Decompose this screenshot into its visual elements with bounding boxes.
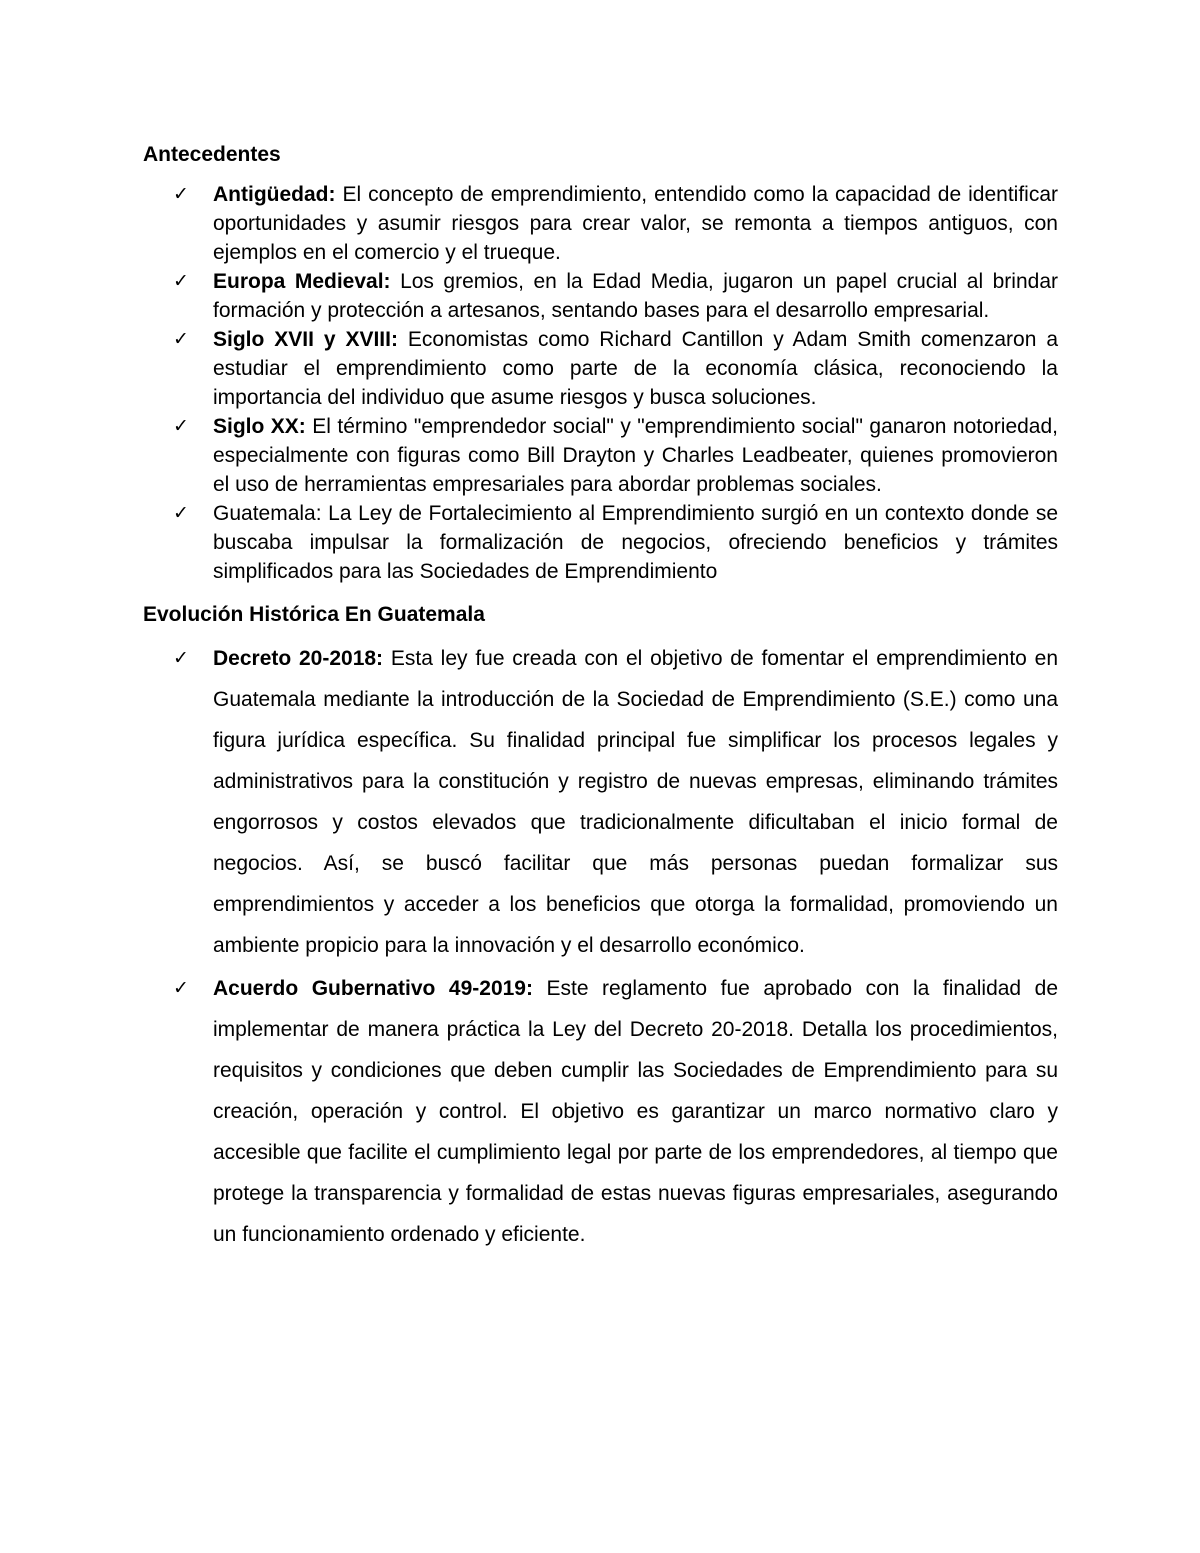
- item-term: Europa Medieval:: [213, 270, 391, 293]
- checkmark-icon: ✓: [173, 183, 189, 205]
- item-term: Acuerdo Gubernativo 49-2019:: [213, 977, 533, 1000]
- checkmark-icon: ✓: [173, 647, 189, 669]
- item-text: Los gremios, en la Edad Media, jugaron un papel crucial al brindar formación y protección a artesanos, sentando bases para el desarrollo empresarial.: [213, 270, 1058, 322]
- item-text: El concepto de emprendimiento, entendido como la capacidad de identificar oportunidades y asumir riesgos para crear valor, se remonta a tiempos antiguos, con ejemplos en el comercio y el trueque.: [213, 183, 1058, 264]
- heading-evolucion: Evolución Histórica En Guatemala: [143, 603, 485, 626]
- list-item: [143, 968, 1058, 1255]
- list-item: [143, 638, 1058, 966]
- item-text: El término "emprendedor social" y "emprendimiento social" ganaron notoriedad, especialmente con figuras como Bill Drayton y Charles Leadbeater, quienes promovieron el uso de herramientas empresariales para abordar problemas sociales.: [213, 415, 1058, 496]
- antecedentes-list: [143, 180, 1058, 586]
- item-term: Antigüedad:: [213, 183, 336, 206]
- list-item: [143, 499, 1058, 586]
- checkmark-icon: ✓: [173, 977, 189, 999]
- checkmark-icon: ✓: [173, 270, 189, 292]
- item-text: Guatemala: La Ley de Fortalecimiento al Emprendimiento surgió en un contexto donde se buscaba impulsar la formalización de negocios, ofreciendo beneficios y trámites simplificados para las Sociedades de Emprendimiento: [213, 502, 1058, 583]
- list-item: [143, 180, 1058, 267]
- document-body: [143, 140, 1058, 1257]
- checkmark-icon: ✓: [173, 328, 189, 350]
- checkmark-icon: ✓: [173, 502, 189, 524]
- item-text: Esta ley fue creada con el objetivo de fomentar el emprendimiento en Guatemala mediante la introducción de la Sociedad de Emprendimiento (S.E.) como una figura jurídica específica. Su finalidad principal fue simplificar los procesos legales y administrativos para la constitución y registro de nuevas empresas, eliminando trámites engorrosos y costos elevados que tradicionalmente dificultaban el inicio formal de negocios. Así, se buscó facilitar que más personas puedan formalizar sus emprendimientos y acceder a los beneficios que otorga la formalidad, promoviendo un ambiente propicio para la innovación y el desarrollo económico.: [213, 647, 1058, 957]
- item-text: Economistas como Richard Cantillon y Adam Smith comenzaron a estudiar el emprendimiento como parte de la economía clásica, reconociendo la importancia del individuo que asume riesgos y busca soluciones.: [213, 328, 1058, 409]
- item-text: Este reglamento fue aprobado con la finalidad de implementar de manera práctica la Ley del Decreto 20-2018. Detalla los procedimientos, requisitos y condiciones que deben cumplir las Sociedades de Emprendimiento para su creación, operación y control. El objetivo es garantizar un marco normativo claro y accesible que facilite el cumplimiento legal por parte de los emprendedores, al tiempo que protege la transparencia y formalidad de estas nuevas figuras empresariales, asegurando un funcionamiento ordenado y eficiente.: [213, 977, 1058, 1246]
- list-item: [143, 267, 1058, 325]
- list-item: [143, 412, 1058, 499]
- item-term: Siglo XVII y XVIII:: [213, 328, 398, 351]
- item-term: Siglo XX:: [213, 415, 306, 438]
- item-term: Decreto 20-2018:: [213, 647, 384, 670]
- checkmark-icon: ✓: [173, 415, 189, 437]
- heading-antecedentes: Antecedentes: [143, 143, 281, 166]
- evolucion-list: [143, 638, 1058, 1255]
- list-item: [143, 325, 1058, 412]
